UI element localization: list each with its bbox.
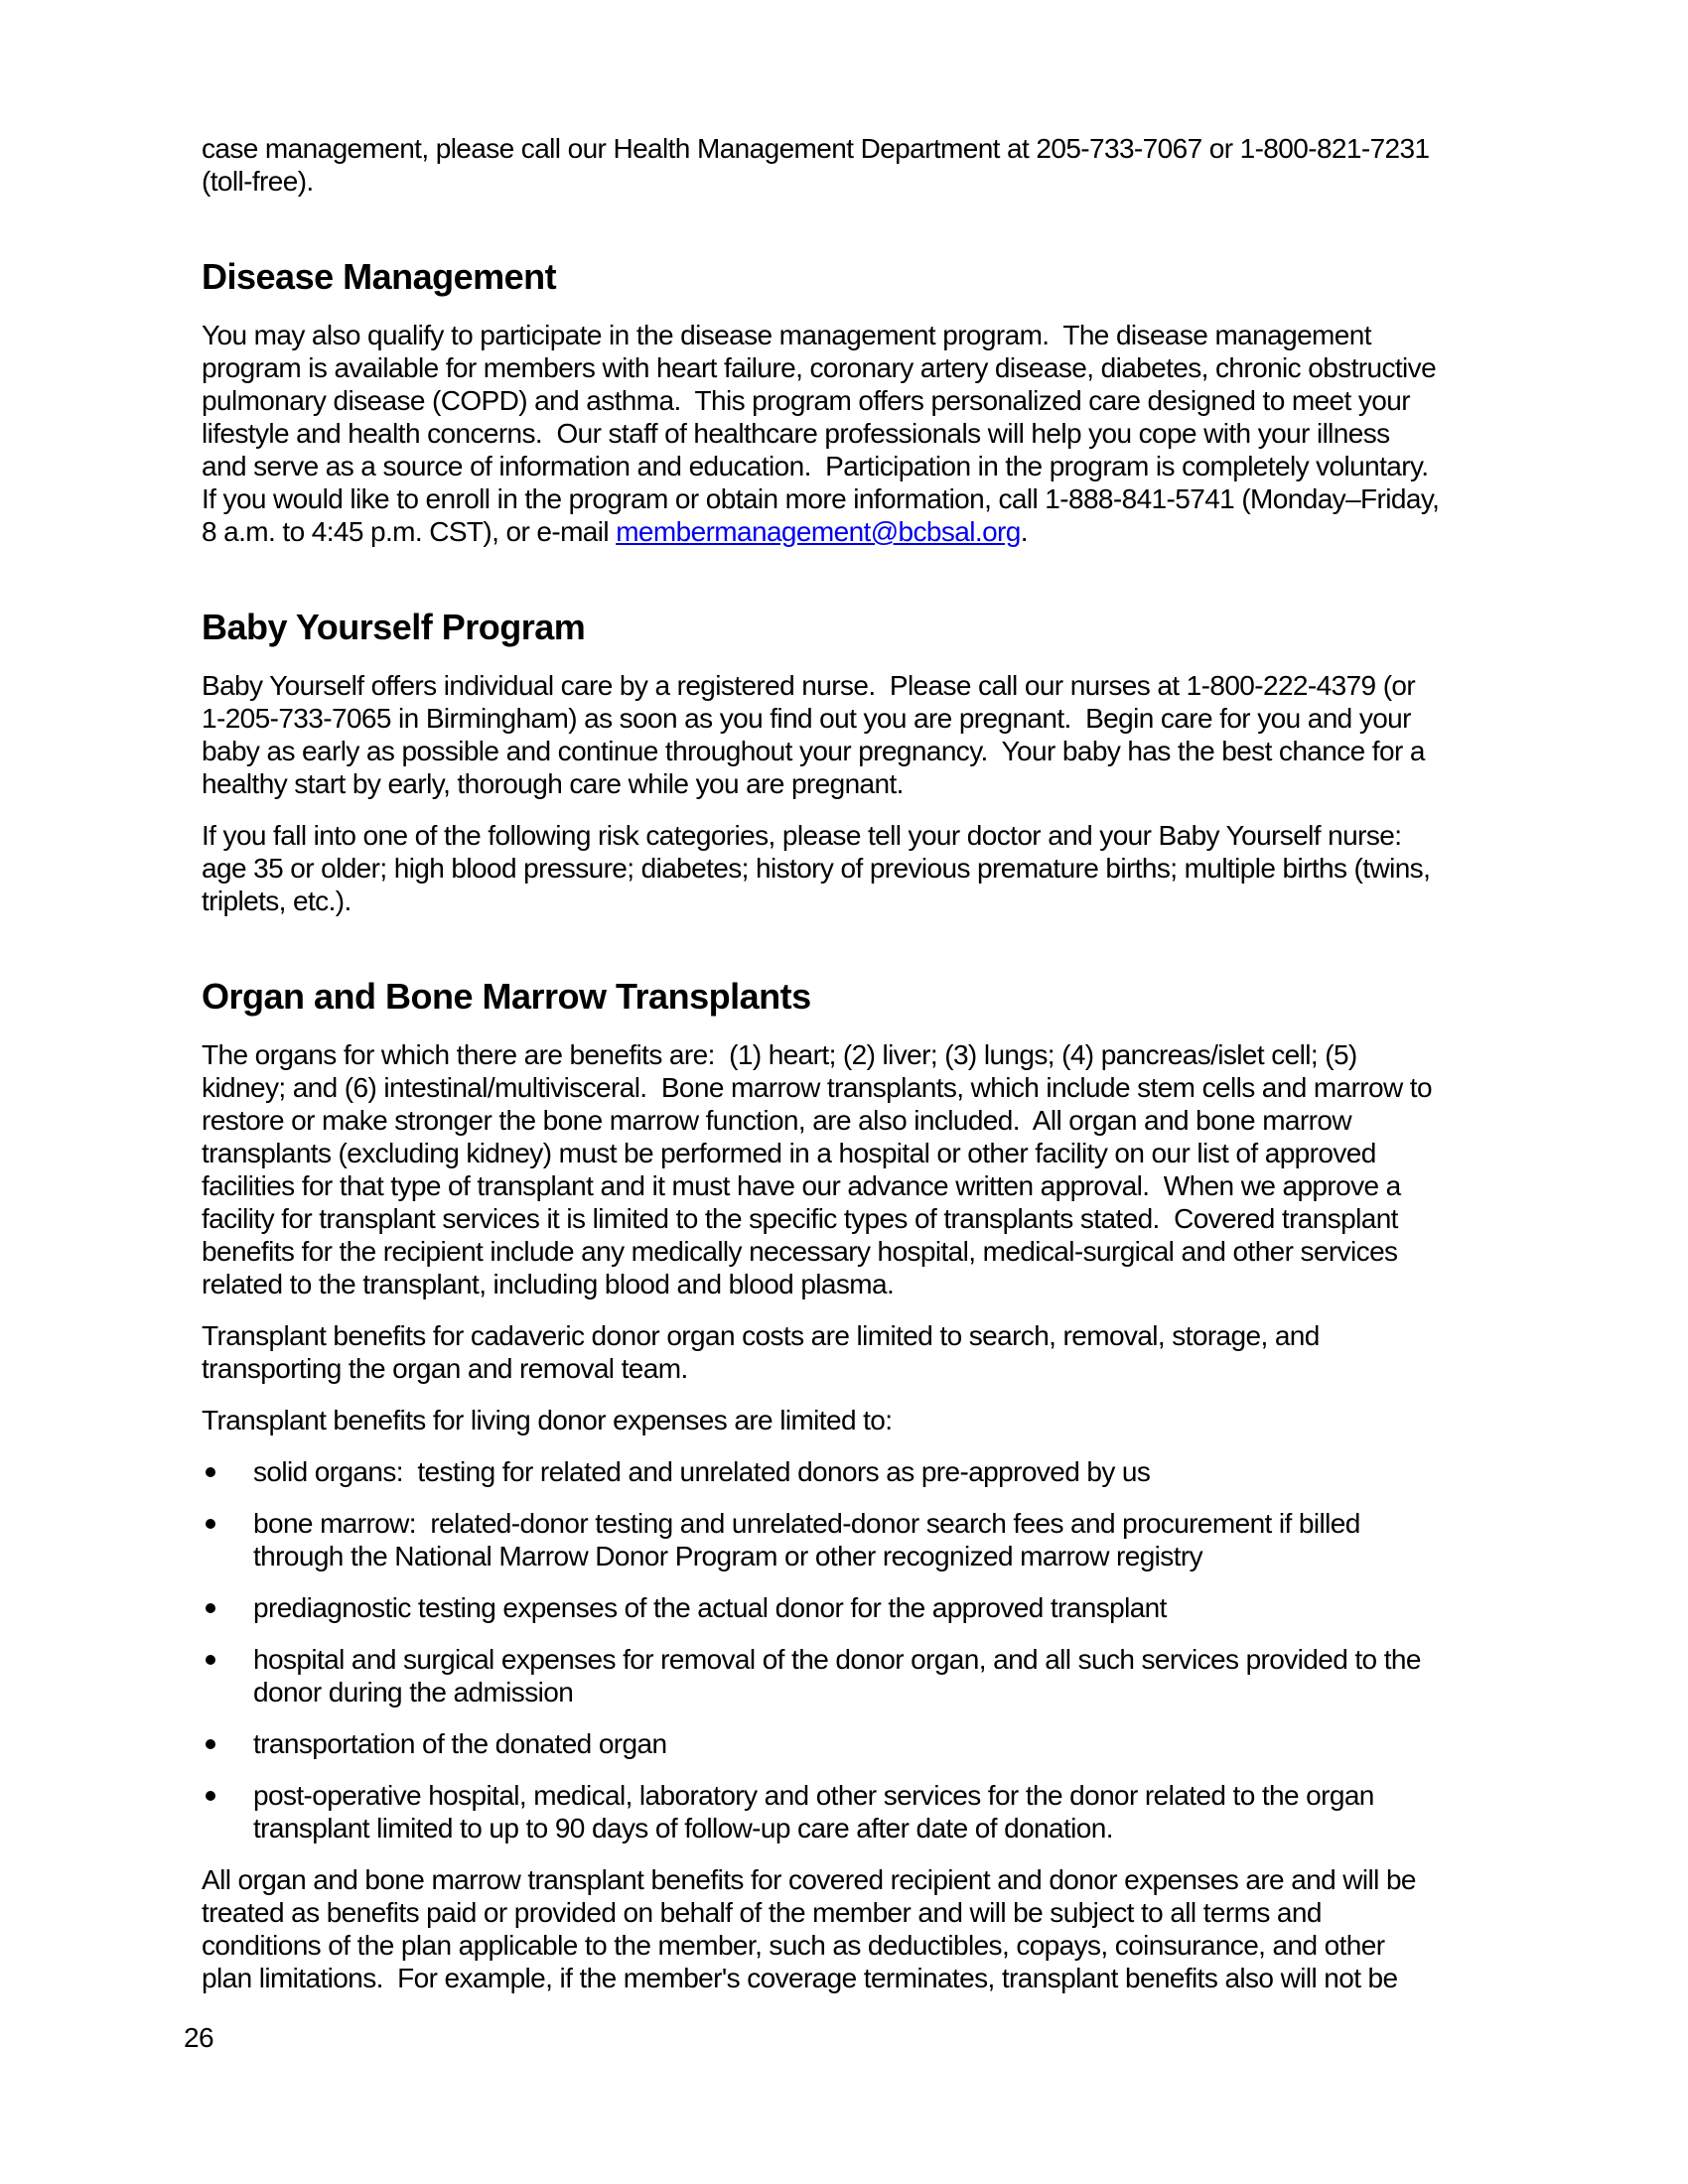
list-item — [202, 1455, 1441, 1488]
bullet-text: prediagnostic testing expenses of the actual donor for the approved transplant — [253, 1592, 1167, 1623]
transplants-paragraph-3: Transplant benefits for living donor expenses are limited to: — [202, 1405, 893, 1435]
baby-yourself-paragraph-1: Baby Yourself offers individual care by a registered nurse. Please call our nurses at 1-800-222-4379 (or 1-205-733-7065 in Birmingham) as soon as you find out you are pregnant. Begin care for you and your baby as early as possible and continue throughout your pregnancy. Your baby has the best chance for a healthy start by early, thorough care while you are pregnant. — [202, 670, 1433, 799]
bullet-icon — [206, 1603, 215, 1613]
baby-yourself-paragraph-2: If you fall into one of the following risk categories, please tell your doctor and your Baby Yourself nurse: age 35 or older; high blood pressure; diabetes; history of previous premature births; multiple births (twins, triplets, etc.). — [202, 820, 1438, 916]
list-item — [202, 1727, 1441, 1760]
bullet-icon — [206, 1519, 215, 1529]
bullet-text: solid organs: testing for related and unrelated donors as pre-approved by us — [253, 1456, 1151, 1487]
email-link[interactable]: membermanagement@bcbsal.org — [616, 516, 1021, 547]
bullet-text: post-operative hospital, medical, laboratory and other services for the donor related to the organ transplant limited to up to 90 days of follow-up care after date of donation. — [253, 1780, 1381, 1843]
bullet-text: transportation of the donated organ — [253, 1728, 667, 1759]
list-item — [202, 1507, 1441, 1572]
bullet-text: bone marrow: related-donor testing and unrelated-donor search fees and procurement if billed through the National Marrow Donor Program or other recognized marrow registry — [253, 1508, 1367, 1571]
section-heading-disease-management: Disease Management — [202, 256, 557, 297]
transplants-paragraph-2: Transplant benefits for cadaveric donor organ costs are limited to search, removal, storage, and transporting the organ and removal team. — [202, 1320, 1327, 1384]
bullet-icon — [206, 1739, 215, 1749]
paragraph-text: . — [1020, 516, 1028, 547]
bullet-icon — [206, 1655, 215, 1665]
intro-paragraph: case management, please call our Health Management Department at 205-733-7067 or 1-800-821-7231 (toll-free). — [202, 133, 1437, 197]
bullet-icon — [206, 1791, 215, 1801]
bullet-icon — [206, 1467, 215, 1477]
living-donor-benefits-list — [202, 1455, 1441, 1844]
list-item — [202, 1591, 1441, 1624]
paragraph-text: You may also qualify to participate in the disease management program. The disease management program is available for members with heart failure, coronary artery disease, diabetes, chronic obstructive pulmonary disease (COPD) and asthma. This program offers personalized care designed to meet your lifestyle and health concerns. Our staff of healthcare professionals will help you cope with your illness and serve as a source of information and education. Participation in the program is completely voluntary. If you would like to enroll in the program or obtain more information, call 1-888-841-5741 (Monday–Friday, 8 a.m. to 4:45 p.m. CST), or e-mail — [202, 320, 1447, 547]
list-item — [202, 1779, 1441, 1844]
transplants-paragraph-1: The organs for which there are benefits are: (1) heart; (2) liver; (3) lungs; (4) pancreas/islet cell; (5) kidney; and (6) intestinal/multivisceral. Bone marrow transplants, which include stem cells and marrow to restore or make stronger the bone marrow function, are also included. All organ and bone marrow transplants (excluding kidney) must be performed in a hospital or other facility on our list of approved facilities for that type of transplant and it must have our advance written approval. When we approve a facility for transplant services it is limited to the specific types of transplants stated. Covered transplant benefits for the recipient include any medically necessary hospital, medical-surgical and other services related to the transplant, including blood and blood plasma. — [202, 1039, 1440, 1299]
bullet-text: hospital and surgical expenses for removal of the donor organ, and all such services provided to the donor during the admission — [253, 1644, 1429, 1707]
page-content — [202, 132, 1447, 2013]
list-item — [202, 1643, 1441, 1708]
page-number: 26 — [184, 2022, 213, 2053]
transplants-paragraph-4: All organ and bone marrow transplant benefits for covered recipient and donor expenses are and will be treated as benefits paid or provided on behalf of the member and will be subject to all terms and conditions of the plan applicable to the member, such as deductibles, copays, coinsurance, and other plan limitations. For example, if the member's coverage terminates, transplant benefits also will not be — [202, 1864, 1424, 1993]
disease-management-paragraph — [202, 319, 1447, 548]
section-heading-baby-yourself: Baby Yourself Program — [202, 607, 586, 647]
section-heading-transplants: Organ and Bone Marrow Transplants — [202, 976, 811, 1017]
